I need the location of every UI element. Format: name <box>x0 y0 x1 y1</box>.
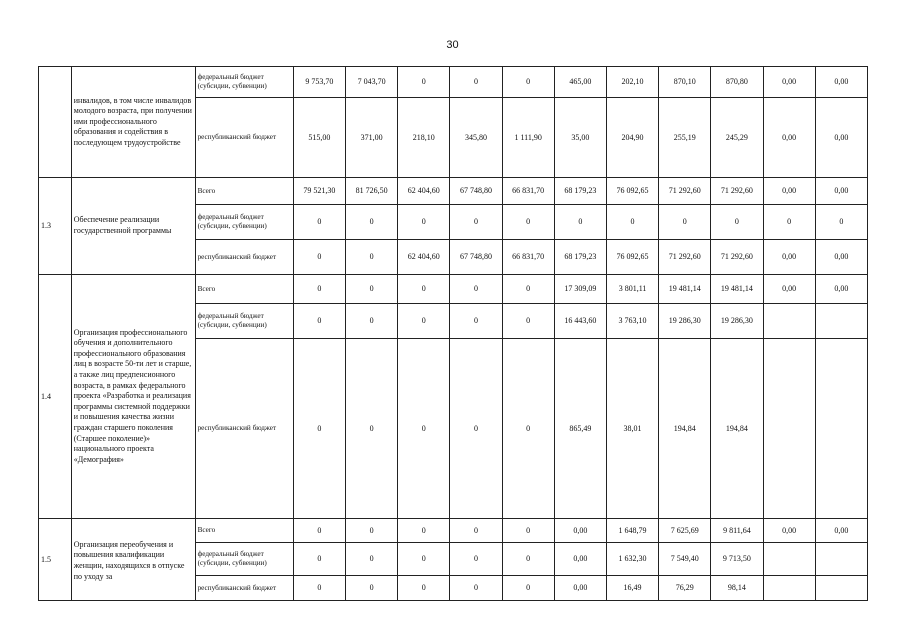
amount-cell: 204,90 <box>606 98 658 178</box>
funding-source: Всего <box>195 519 293 543</box>
item-description: инвалидов, в том числе инвалидов молодого возраста, при получении ими профессионального образования и содействия в последующем трудоустройстве <box>71 67 195 178</box>
amount-cell: 62 404,60 <box>398 240 450 275</box>
amount-cell: 0 <box>450 543 502 576</box>
amount-cell: 67 748,80 <box>450 240 502 275</box>
funding-source: Всего <box>195 275 293 304</box>
amount-cell: 38,01 <box>606 339 658 519</box>
amount-cell: 9 753,70 <box>293 67 345 98</box>
budget-table <box>38 66 868 601</box>
funding-source: федеральный бюджет (субсидии, субвенции) <box>195 543 293 576</box>
amount-cell: 0 <box>502 576 554 601</box>
amount-cell: 865,49 <box>554 339 606 519</box>
amount-cell: 66 831,70 <box>502 178 554 205</box>
item-code <box>39 67 72 178</box>
funding-source: Всего <box>195 178 293 205</box>
amount-cell: 0,00 <box>815 98 867 178</box>
amount-cell: 0 <box>502 67 554 98</box>
table-row <box>39 67 868 98</box>
amount-cell: 19 481,14 <box>711 275 763 304</box>
amount-cell: 0 <box>398 576 450 601</box>
amount-cell: 218,10 <box>398 98 450 178</box>
amount-cell: 9 713,50 <box>711 543 763 576</box>
amount-cell: 71 292,60 <box>711 178 763 205</box>
amount-cell <box>815 576 867 601</box>
item-code: 1.4 <box>39 275 72 519</box>
amount-cell: 0 <box>346 519 398 543</box>
amount-cell: 202,10 <box>606 67 658 98</box>
item-description: Организация профессионального обучения и дополнительного профессионального образования лиц в возрасте 50-ти лет и старше, а также лиц предпенсионного возраста, в рамках федерального проекта «Разработка и реализация программы системной поддержки и повышения качества жизни граждан старшего поколения (Старшее поколение)» национального проекта «Демография» <box>71 275 195 519</box>
item-code: 1.3 <box>39 178 72 275</box>
amount-cell: 0 <box>450 205 502 240</box>
amount-cell: 79 521,30 <box>293 178 345 205</box>
amount-cell: 0 <box>502 304 554 339</box>
item-description: Организация переобучения и повышения квалификации женщин, находящихся в отпуске по уходу за <box>71 519 195 601</box>
amount-cell: 0 <box>293 275 345 304</box>
amount-cell <box>815 543 867 576</box>
amount-cell: 1 632,30 <box>606 543 658 576</box>
table-row <box>39 275 868 304</box>
amount-cell: 0 <box>711 205 763 240</box>
amount-cell: 0 <box>763 205 815 240</box>
amount-cell: 19 481,14 <box>659 275 711 304</box>
amount-cell: 0,00 <box>763 98 815 178</box>
amount-cell: 0,00 <box>554 519 606 543</box>
amount-cell: 62 404,60 <box>398 178 450 205</box>
amount-cell: 0 <box>398 304 450 339</box>
amount-cell: 1 111,90 <box>502 98 554 178</box>
amount-cell: 0 <box>606 205 658 240</box>
amount-cell: 0 <box>398 205 450 240</box>
amount-cell <box>763 576 815 601</box>
amount-cell: 0,00 <box>815 178 867 205</box>
amount-cell: 71 292,60 <box>659 178 711 205</box>
amount-cell: 0 <box>346 339 398 519</box>
amount-cell: 1 648,79 <box>606 519 658 543</box>
amount-cell: 3 801,11 <box>606 275 658 304</box>
amount-cell: 0 <box>502 275 554 304</box>
amount-cell: 0 <box>293 339 345 519</box>
amount-cell: 66 831,70 <box>502 240 554 275</box>
amount-cell: 194,84 <box>659 339 711 519</box>
table-row <box>39 519 868 543</box>
funding-source: федеральный бюджет (субсидии, субвенции) <box>195 67 293 98</box>
amount-cell: 68 179,23 <box>554 178 606 205</box>
amount-cell: 0 <box>293 205 345 240</box>
amount-cell: 16,49 <box>606 576 658 601</box>
item-description: Обеспечение реализации государственной программы <box>71 178 195 275</box>
amount-cell: 0 <box>293 543 345 576</box>
amount-cell <box>815 339 867 519</box>
table-row <box>39 178 868 205</box>
funding-source: федеральный бюджет (субсидии, субвенции) <box>195 205 293 240</box>
amount-cell: 16 443,60 <box>554 304 606 339</box>
amount-cell: 0 <box>450 275 502 304</box>
amount-cell: 0 <box>450 519 502 543</box>
amount-cell: 0 <box>398 275 450 304</box>
amount-cell <box>763 304 815 339</box>
amount-cell: 0 <box>502 339 554 519</box>
amount-cell: 0,00 <box>763 240 815 275</box>
amount-cell: 255,19 <box>659 98 711 178</box>
amount-cell <box>763 543 815 576</box>
amount-cell: 0 <box>398 519 450 543</box>
amount-cell: 0 <box>815 205 867 240</box>
amount-cell: 0 <box>450 304 502 339</box>
amount-cell: 0 <box>659 205 711 240</box>
amount-cell: 0,00 <box>554 576 606 601</box>
amount-cell: 76 092,65 <box>606 240 658 275</box>
amount-cell: 9 811,64 <box>711 519 763 543</box>
amount-cell: 0 <box>346 275 398 304</box>
amount-cell: 0 <box>293 304 345 339</box>
page-number: 30 <box>446 39 459 51</box>
amount-cell: 465,00 <box>554 67 606 98</box>
amount-cell: 371,00 <box>346 98 398 178</box>
amount-cell: 870,80 <box>711 67 763 98</box>
funding-source: республиканский бюджет <box>195 98 293 178</box>
amount-cell: 0 <box>293 240 345 275</box>
table-body <box>39 67 868 601</box>
amount-cell: 0 <box>450 339 502 519</box>
amount-cell: 0 <box>293 576 345 601</box>
amount-cell: 515,00 <box>293 98 345 178</box>
funding-source: республиканский бюджет <box>195 339 293 519</box>
amount-cell: 870,10 <box>659 67 711 98</box>
amount-cell: 7 549,40 <box>659 543 711 576</box>
amount-cell <box>763 339 815 519</box>
amount-cell <box>815 304 867 339</box>
amount-cell: 7 043,70 <box>346 67 398 98</box>
amount-cell: 0 <box>398 543 450 576</box>
amount-cell: 0 <box>502 205 554 240</box>
amount-cell: 19 286,30 <box>659 304 711 339</box>
amount-cell: 98,14 <box>711 576 763 601</box>
amount-cell: 35,00 <box>554 98 606 178</box>
amount-cell: 76 092,65 <box>606 178 658 205</box>
amount-cell: 0 <box>346 304 398 339</box>
amount-cell: 7 625,69 <box>659 519 711 543</box>
amount-cell: 0,00 <box>815 275 867 304</box>
funding-source: республиканский бюджет <box>195 576 293 601</box>
amount-cell: 17 309,09 <box>554 275 606 304</box>
amount-cell: 0 <box>346 543 398 576</box>
amount-cell: 0 <box>346 240 398 275</box>
amount-cell: 0 <box>346 205 398 240</box>
amount-cell: 345,80 <box>450 98 502 178</box>
amount-cell: 3 763,10 <box>606 304 658 339</box>
amount-cell: 0 <box>450 576 502 601</box>
amount-cell: 81 726,50 <box>346 178 398 205</box>
amount-cell: 71 292,60 <box>659 240 711 275</box>
amount-cell: 245,29 <box>711 98 763 178</box>
amount-cell: 0 <box>502 519 554 543</box>
amount-cell: 76,29 <box>659 576 711 601</box>
amount-cell: 19 286,30 <box>711 304 763 339</box>
amount-cell: 68 179,23 <box>554 240 606 275</box>
amount-cell: 71 292,60 <box>711 240 763 275</box>
funding-source: республиканский бюджет <box>195 240 293 275</box>
amount-cell: 0,00 <box>554 543 606 576</box>
amount-cell: 0,00 <box>763 67 815 98</box>
amount-cell: 0 <box>346 576 398 601</box>
amount-cell: 0 <box>293 519 345 543</box>
amount-cell: 194,84 <box>711 339 763 519</box>
amount-cell: 0,00 <box>815 519 867 543</box>
amount-cell: 0 <box>450 67 502 98</box>
amount-cell: 0,00 <box>815 67 867 98</box>
amount-cell: 0 <box>554 205 606 240</box>
funding-source: федеральный бюджет (субсидии, субвенции) <box>195 304 293 339</box>
item-code: 1.5 <box>39 519 72 601</box>
amount-cell: 0 <box>502 543 554 576</box>
amount-cell: 67 748,80 <box>450 178 502 205</box>
amount-cell: 0,00 <box>763 275 815 304</box>
amount-cell: 0,00 <box>763 519 815 543</box>
amount-cell: 0,00 <box>763 178 815 205</box>
amount-cell: 0 <box>398 67 450 98</box>
amount-cell: 0 <box>398 339 450 519</box>
amount-cell: 0,00 <box>815 240 867 275</box>
